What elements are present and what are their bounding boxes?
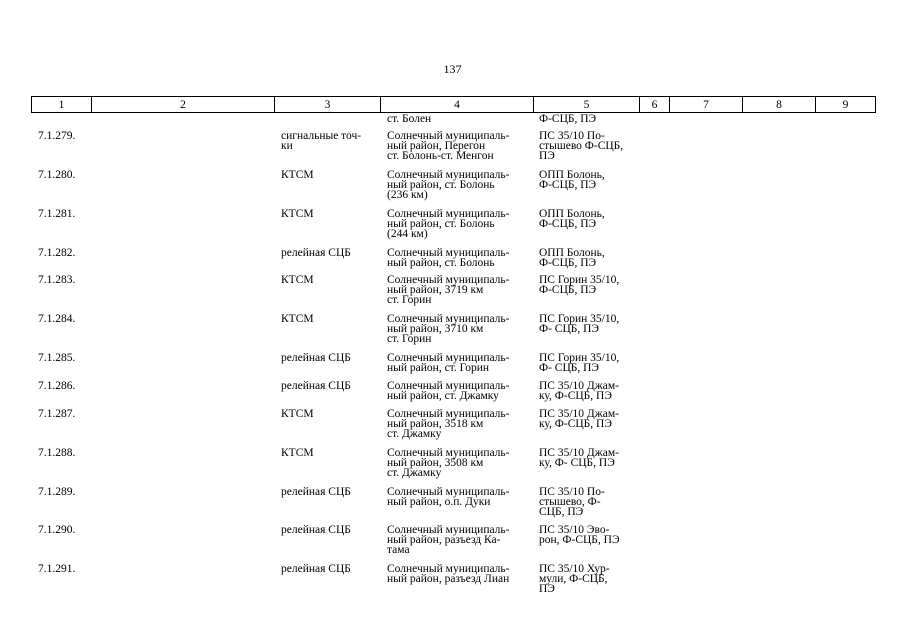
row-object: КТСМ — [281, 208, 314, 220]
row-id: 7.1.288. — [38, 447, 76, 459]
row-power-source: ПС Горин 35/10, Ф- СЦБ, ПЭ — [539, 352, 620, 374]
row-id: 7.1.284. — [38, 313, 76, 325]
row-id: 7.1.280. — [38, 169, 76, 181]
row-id: 7.1.282. — [38, 247, 76, 259]
continuation-power: Ф-СЦБ, ПЭ — [539, 113, 597, 125]
row-object: КТСМ — [281, 169, 314, 181]
row-id: 7.1.290. — [38, 524, 76, 536]
row-power-source: ОПП Болонь, Ф-СЦБ, ПЭ — [539, 208, 605, 230]
column-header-3: 3 — [275, 97, 381, 113]
row-location: Солнечный муниципаль- ный район, ст. Джамку — [387, 380, 510, 402]
row-power-source: ПС Горин 35/10, Ф-СЦБ, ПЭ — [539, 274, 620, 296]
row-location: Солнечный муниципаль- ный район, ст. Болонь (244 км) — [387, 208, 510, 240]
row-object: сигнальные точ- ки — [281, 130, 362, 152]
row-object: КТСМ — [281, 408, 314, 420]
row-location: Солнечный муниципаль- ный район, ст. Болонь (236 км) — [387, 169, 510, 201]
column-header-9: 9 — [816, 97, 876, 113]
row-power-source: ПС 35/10 Джам- ку, Ф-СЦБ, ПЭ — [539, 380, 619, 402]
column-header-table — [31, 96, 876, 113]
row-location: Солнечный муниципаль- ный район, ст. Горин — [387, 352, 510, 374]
row-power-source: ПС 35/10 Хур- мули, Ф-СЦБ, ПЭ — [539, 563, 610, 595]
row-power-source: ОПП Болонь, Ф-СЦБ, ПЭ — [539, 169, 605, 191]
row-power-source: ПС 35/10 Эво- рон, Ф-СЦБ, ПЭ — [539, 524, 620, 546]
row-power-source: ПС 35/10 По- стышево, Ф- СЦБ, ПЭ — [539, 486, 605, 518]
row-id: 7.1.289. — [38, 486, 76, 498]
row-id: 7.1.291. — [38, 563, 76, 575]
row-location: Солнечный муниципаль- ный район, о.п. Дуки — [387, 486, 510, 508]
row-object: КТСМ — [281, 313, 314, 325]
row-object: релейная СЦБ — [281, 247, 351, 259]
row-location: Солнечный муниципаль- ный район, 3508 км ст. Джамку — [387, 447, 510, 479]
row-object: релейная СЦБ — [281, 563, 351, 575]
page-number: 137 — [443, 62, 462, 76]
row-id: 7.1.279. — [38, 130, 76, 142]
column-header-6: 6 — [640, 97, 670, 113]
row-location: Солнечный муниципаль- ный район, разъезд Лиан — [387, 563, 510, 585]
row-location: Солнечный муниципаль- ный район, 3518 км ст. Джамку — [387, 408, 510, 440]
row-id: 7.1.285. — [38, 352, 76, 364]
column-header-1: 1 — [32, 97, 92, 113]
row-object: релейная СЦБ — [281, 380, 351, 392]
row-object: релейная СЦБ — [281, 352, 351, 364]
column-header-8: 8 — [743, 97, 816, 113]
row-object: КТСМ — [281, 447, 314, 459]
row-id: 7.1.283. — [38, 274, 76, 286]
column-header-4: 4 — [381, 97, 534, 113]
row-object: релейная СЦБ — [281, 524, 351, 536]
row-power-source: ПС 35/10 Джам- ку, Ф- СЦБ, ПЭ — [539, 447, 619, 469]
row-object: релейная СЦБ — [281, 486, 351, 498]
row-location: Солнечный муниципаль- ный район, 3719 км ст. Горин — [387, 274, 510, 306]
row-id: 7.1.281. — [38, 208, 76, 220]
row-location: Солнечный муниципаль- ный район, разъезд Ка- тама — [387, 524, 510, 556]
continuation-location: ст. Болен — [387, 113, 432, 125]
column-header-5: 5 — [534, 97, 640, 113]
row-location: Солнечный муниципаль- ный район, 3710 км ст. Горин — [387, 313, 510, 345]
row-power-source: ПС 35/10 Джам- ку, Ф-СЦБ, ПЭ — [539, 408, 619, 430]
row-power-source: ПС Горин 35/10, Ф- СЦБ, ПЭ — [539, 313, 620, 335]
row-id: 7.1.286. — [38, 380, 76, 392]
row-id: 7.1.287. — [38, 408, 76, 420]
row-power-source: ОПП Болонь, Ф-СЦБ, ПЭ — [539, 247, 605, 269]
row-power-source: ПС 35/10 По- стышево Ф-СЦБ, ПЭ — [539, 130, 624, 162]
row-object: КТСМ — [281, 274, 314, 286]
column-header-7: 7 — [670, 97, 743, 113]
row-location: Солнечный муниципаль- ный район, Перегон ст. Болонь-ст. Менгон — [387, 130, 510, 162]
row-location: Солнечный муниципаль- ный район, ст. Болонь — [387, 247, 510, 269]
column-header-2: 2 — [92, 97, 275, 113]
